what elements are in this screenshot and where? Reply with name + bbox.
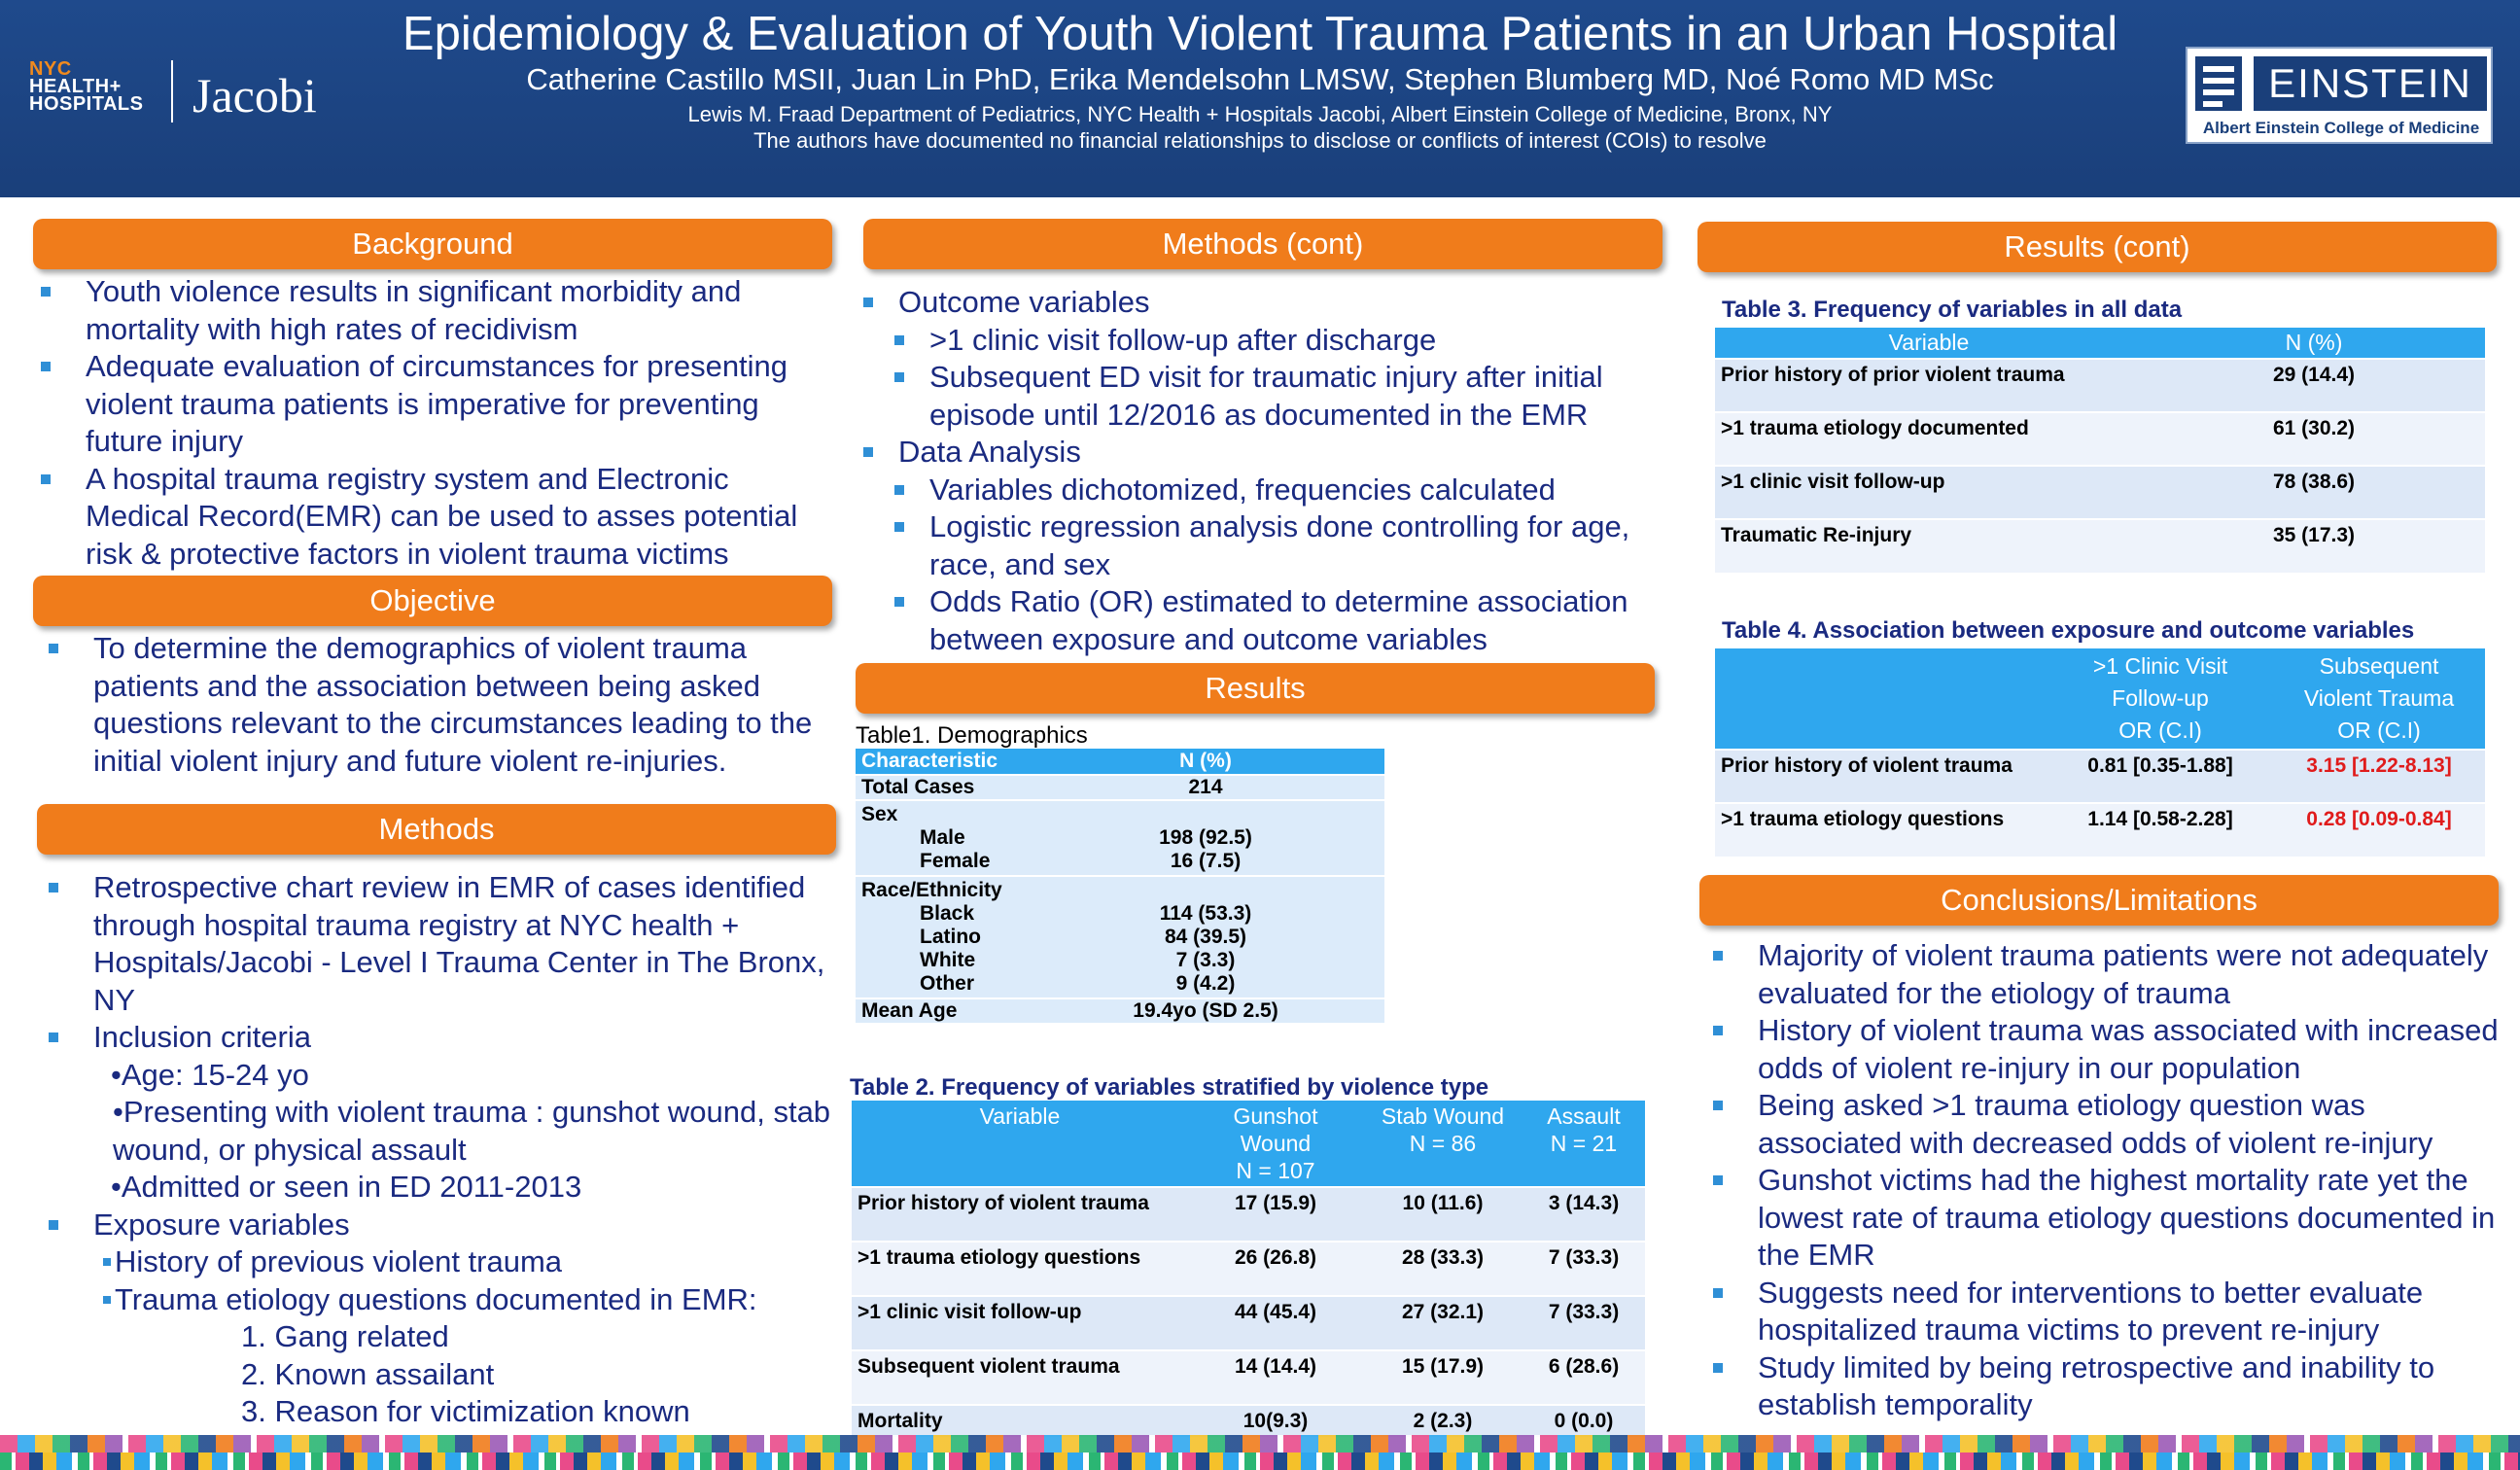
list-item: Being asked >1 trauma etiology question was associated with decreased odds of violent re-injury xyxy=(1701,1087,2508,1162)
table-header-cell: Assault N = 21 xyxy=(1522,1101,1645,1187)
table-cell-label: Male xyxy=(920,826,965,849)
table-cell: Mortality xyxy=(852,1405,1188,1437)
table-cell: Total Cases xyxy=(856,775,1027,800)
bullet-icon xyxy=(49,1032,58,1042)
table-row xyxy=(856,876,1384,998)
list-item: Exposure variables xyxy=(37,1207,844,1244)
table-header-cell: >1 Clinic Visit Follow-up OR (C.I) xyxy=(2048,648,2273,750)
list-item: A hospital trauma registry system and Electronic Medical Record(EMR) can be used to asses potential risk & protective factors in violent trauma victims xyxy=(29,461,836,574)
bullet-icon xyxy=(894,485,904,495)
list-item: Data Analysis xyxy=(852,434,1668,472)
table-cell: 44 (45.4) xyxy=(1188,1296,1363,1350)
table-cell: Prior history of violent trauma xyxy=(852,1187,1188,1242)
table-cell-value: 16 (7.5) xyxy=(1170,850,1242,872)
list-item: History of previous violent trauma xyxy=(37,1243,844,1281)
list-item: Adequate evaluation of circumstances for presenting violent trauma patients is imperative for preventing future injury xyxy=(29,348,836,461)
table-cell: 0.81 [0.35-1.88] xyxy=(2048,750,2273,803)
logo-text-nyc: NYC xyxy=(29,58,72,80)
table-cell: 26 (26.8) xyxy=(1188,1242,1363,1296)
table-cell: >1 trauma etiology documented xyxy=(1715,412,2143,466)
bullet-icon xyxy=(103,1296,111,1304)
poster-authors: Catherine Castillo MSII, Juan Lin PhD, Erika Mendelsohn LMSW, Stephen Blumberg MD, Noé Romo MD MSc xyxy=(526,62,1994,96)
list-item: 3. Reason for victimization known xyxy=(241,1394,690,1428)
table3-all-data xyxy=(1715,328,2485,573)
list-item: Retrospective chart review in EMR of cases identified through hospital trauma registry at NYC health + Hospitals/Jacobi - Level I Trauma Center in The Bronx, NY xyxy=(37,869,844,1019)
table-cell-significant: 0.28 [0.09-0.84] xyxy=(2273,803,2485,857)
list-item: •Age: 15-24 yo xyxy=(111,1057,309,1092)
conclusions-heading: Conclusions/Limitations xyxy=(1699,875,2499,926)
bullet-icon xyxy=(41,362,51,371)
table-cell: 35 (17.3) xyxy=(2143,519,2485,573)
logo-text-health: HEALTH+ xyxy=(29,76,122,97)
background-list xyxy=(29,273,836,573)
table-cell: >1 clinic visit follow-up xyxy=(1715,466,2143,519)
table-cell: 0 (0.0) xyxy=(1522,1405,1645,1437)
methods-list xyxy=(37,869,844,1431)
list-item: Odds Ratio (OR) estimated to determine association between exposure and outcome variables xyxy=(852,583,1668,658)
table3-caption: Table 3. Frequency of variables in all data xyxy=(1722,297,2183,323)
list-item: Suggests need for interventions to better evaluate hospitalized trauma victims to prevent re-injury xyxy=(1701,1275,2508,1349)
bullet-icon xyxy=(1713,951,1723,961)
table-cell-significant: 3.15 [1.22-8.13] xyxy=(2273,750,2485,803)
table-cell: 27 (32.1) xyxy=(1363,1296,1522,1350)
bullet-icon xyxy=(894,522,904,532)
einstein-logo-text: EINSTEIN xyxy=(2254,56,2487,111)
table-row xyxy=(852,1242,1645,1296)
table-cell: 3 (14.3) xyxy=(1522,1187,1645,1242)
table-cell-label: Other xyxy=(920,972,975,995)
conclusions-list xyxy=(1701,937,2508,1424)
bullet-icon xyxy=(894,335,904,345)
table-cell: 214 xyxy=(1027,775,1384,800)
list-item: Outcome variables xyxy=(852,284,1668,322)
bullet-icon xyxy=(863,447,873,457)
table-cell: >1 clinic visit follow-up xyxy=(852,1296,1188,1350)
table-cell-label: White xyxy=(920,949,976,971)
table2-violence-type xyxy=(852,1101,1645,1437)
table-cell: 15 (17.9) xyxy=(1363,1350,1522,1405)
decorative-footer-mosaic xyxy=(0,1452,2520,1470)
table-row xyxy=(852,1101,1645,1187)
poster-header xyxy=(0,0,2520,197)
table-row xyxy=(1715,803,2485,857)
bullet-icon xyxy=(1713,1026,1723,1035)
table-row xyxy=(856,749,1384,775)
table1-caption: Table1. Demographics xyxy=(856,722,1088,749)
bullet-icon xyxy=(894,372,904,382)
bullet-icon xyxy=(41,287,51,297)
table-cell: Prior history of prior violent trauma xyxy=(1715,359,2143,412)
table-cell-label: Black xyxy=(920,902,975,925)
logo-text-hospitals: HOSPITALS xyxy=(29,93,144,115)
list-item: Variables dichotomized, frequencies calculated xyxy=(852,472,1668,509)
table-cell-label: Female xyxy=(920,850,991,872)
jacobi-logo: Jacobi xyxy=(192,68,317,122)
list-item: Majority of violent trauma patients were not adequately evaluated for the etiology of trauma xyxy=(1701,937,2508,1012)
table-header-cell: Gunshot Wound N = 107 xyxy=(1188,1101,1363,1187)
table-row xyxy=(1715,328,2485,359)
table-cell xyxy=(856,876,1027,998)
list-item: To determine the demographics of violent trauma patients and the association between being asked questions relevant to the circumstances leading to the initial violent injury and future violent re-injuries. xyxy=(37,630,844,780)
table-row xyxy=(856,775,1384,800)
table-cell: 17 (15.9) xyxy=(1188,1187,1363,1242)
table-cell: 10 (11.6) xyxy=(1363,1187,1522,1242)
table-cell xyxy=(1027,876,1384,998)
list-item: Study limited by being retrospective and inability to establish temporality xyxy=(1701,1349,2508,1424)
list-item: >1 clinic visit follow-up after discharge xyxy=(852,322,1668,360)
einstein-emblem-icon xyxy=(2195,56,2242,111)
table-cell: 14 (14.4) xyxy=(1188,1350,1363,1405)
table-cell: 28 (33.3) xyxy=(1363,1242,1522,1296)
table-header-cell: N (%) xyxy=(1027,749,1384,775)
table-cell xyxy=(856,800,1027,876)
bullet-icon xyxy=(1713,1175,1723,1185)
table-cell: Prior history of violent trauma xyxy=(1715,750,2048,803)
table-row xyxy=(1715,750,2485,803)
results-cont-heading: Results (cont) xyxy=(1698,222,2497,272)
table-cell-value: 7 (3.3) xyxy=(1175,949,1236,971)
bullet-icon xyxy=(41,474,51,484)
table-cell-value: 9 (4.2) xyxy=(1175,972,1236,995)
table-row xyxy=(856,998,1384,1023)
table-cell-label: Sex xyxy=(861,803,898,825)
bullet-icon xyxy=(49,1220,58,1230)
table-row xyxy=(852,1187,1645,1242)
table-cell: 29 (14.4) xyxy=(2143,359,2485,412)
table-row xyxy=(1715,412,2485,466)
list-item: •Admitted or seen in ED 2011-2013 xyxy=(111,1170,582,1204)
table-header-cell: Variable xyxy=(852,1101,1188,1187)
methods-cont-heading: Methods (cont) xyxy=(863,219,1662,269)
einstein-logo xyxy=(2186,47,2493,144)
table-cell-value: 114 (53.3) xyxy=(1159,902,1252,925)
table4-association xyxy=(1715,648,2485,857)
bullet-icon xyxy=(1713,1363,1723,1373)
table-cell: 1.14 [0.58-2.28] xyxy=(2048,803,2273,857)
list-item: 2. Known assailant xyxy=(241,1356,495,1391)
bullet-icon xyxy=(49,644,58,653)
background-heading: Background xyxy=(33,219,832,269)
table-cell: 6 (28.6) xyxy=(1522,1350,1645,1405)
table-cell-value: 198 (92.5) xyxy=(1159,826,1252,849)
table-cell: Mean Age xyxy=(856,998,1027,1023)
table-row xyxy=(856,800,1384,876)
table2-caption: Table 2. Frequency of variables stratified by violence type xyxy=(850,1074,1489,1101)
poster-coi: The authors have documented no financial relationships to disclose or conflicts of interest (COIs) to resolve xyxy=(753,128,1767,153)
poster-title: Epidemiology & Evaluation of Youth Violent Trauma Patients in an Urban Hospital xyxy=(402,8,2118,60)
table-row xyxy=(1715,648,2485,750)
list-item: Youth violence results in significant morbidity and mortality with high rates of recidivism xyxy=(29,273,836,348)
table-header-cell: Variable xyxy=(1715,328,2143,359)
table-cell-label: Race/Ethnicity xyxy=(861,879,1002,901)
table-cell xyxy=(1027,800,1384,876)
table-header-cell: Subsequent Violent Trauma OR (C.I) xyxy=(2273,648,2485,750)
table-cell: >1 trauma etiology questions xyxy=(1715,803,2048,857)
table-row xyxy=(852,1405,1645,1437)
table4-caption: Table 4. Association between exposure and outcome variables xyxy=(1722,617,2415,644)
table-row xyxy=(1715,519,2485,573)
list-item: Logistic regression analysis done controlling for age, race, and sex xyxy=(852,508,1668,583)
einstein-logo-subtitle: Albert Einstein College of Medicine xyxy=(2202,119,2480,137)
table-cell-label: Latino xyxy=(920,926,981,948)
methods-cont-list xyxy=(852,284,1668,658)
poster-affiliation: Lewis M. Fraad Department of Pediatrics, NYC Health + Hospitals Jacobi, Albert Einstein College of Medicine, Bronx, NY xyxy=(687,102,1833,126)
table1-demographics xyxy=(856,749,1384,1023)
list-item: Trauma etiology questions documented in EMR: xyxy=(37,1281,844,1319)
table-cell: 7 (33.3) xyxy=(1522,1242,1645,1296)
methods-heading: Methods xyxy=(37,804,836,855)
table-cell: Traumatic Re-injury xyxy=(1715,519,2143,573)
results-heading: Results xyxy=(856,663,1655,714)
table-cell: 78 (38.6) xyxy=(2143,466,2485,519)
table-cell: 61 (30.2) xyxy=(2143,412,2485,466)
list-item: Gunshot victims had the highest mortality rate yet the lowest rate of trauma etiology questions documented in the EMR xyxy=(1701,1162,2508,1275)
table-row xyxy=(1715,359,2485,412)
nyc-health-hospitals-logo xyxy=(29,60,143,113)
table-cell: 7 (33.3) xyxy=(1522,1296,1645,1350)
list-item: 1. Gang related xyxy=(241,1319,449,1353)
table-cell-value: 84 (39.5) xyxy=(1164,926,1247,948)
bullet-icon xyxy=(1713,1288,1723,1298)
table-row xyxy=(852,1350,1645,1405)
bullet-icon xyxy=(894,597,904,607)
table-row xyxy=(1715,466,2485,519)
table-cell: Subsequent violent trauma xyxy=(852,1350,1188,1405)
list-item: Subsequent ED visit for traumatic injury after initial episode until 12/2016 as documented in the EMR xyxy=(852,359,1668,434)
list-item: History of violent trauma was associated with increased odds of violent re-injury in our population xyxy=(1701,1012,2508,1087)
bullet-icon xyxy=(1713,1101,1723,1110)
table-header-cell: Characteristic xyxy=(856,749,1027,775)
logo-divider xyxy=(171,60,173,122)
bullet-icon xyxy=(863,298,873,307)
table-cell: 2 (2.3) xyxy=(1363,1405,1522,1437)
list-item: Inclusion criteria xyxy=(37,1019,844,1057)
list-item: •Presenting with violent trauma : gunshot wound, stab wound, or physical assault xyxy=(113,1095,831,1167)
table-cell: 10(9.3) xyxy=(1188,1405,1363,1437)
table-cell: 19.4yo (SD 2.5) xyxy=(1027,998,1384,1023)
table-cell: >1 trauma etiology questions xyxy=(852,1242,1188,1296)
table-header-cell: N (%) xyxy=(2143,328,2485,359)
table-header-cell xyxy=(1715,648,2048,750)
table-row xyxy=(852,1296,1645,1350)
objective-list xyxy=(37,630,844,780)
objective-heading: Objective xyxy=(33,576,832,626)
bullet-icon xyxy=(49,883,58,892)
bullet-icon xyxy=(103,1258,111,1266)
table-header-cell: Stab Wound N = 86 xyxy=(1363,1101,1522,1187)
